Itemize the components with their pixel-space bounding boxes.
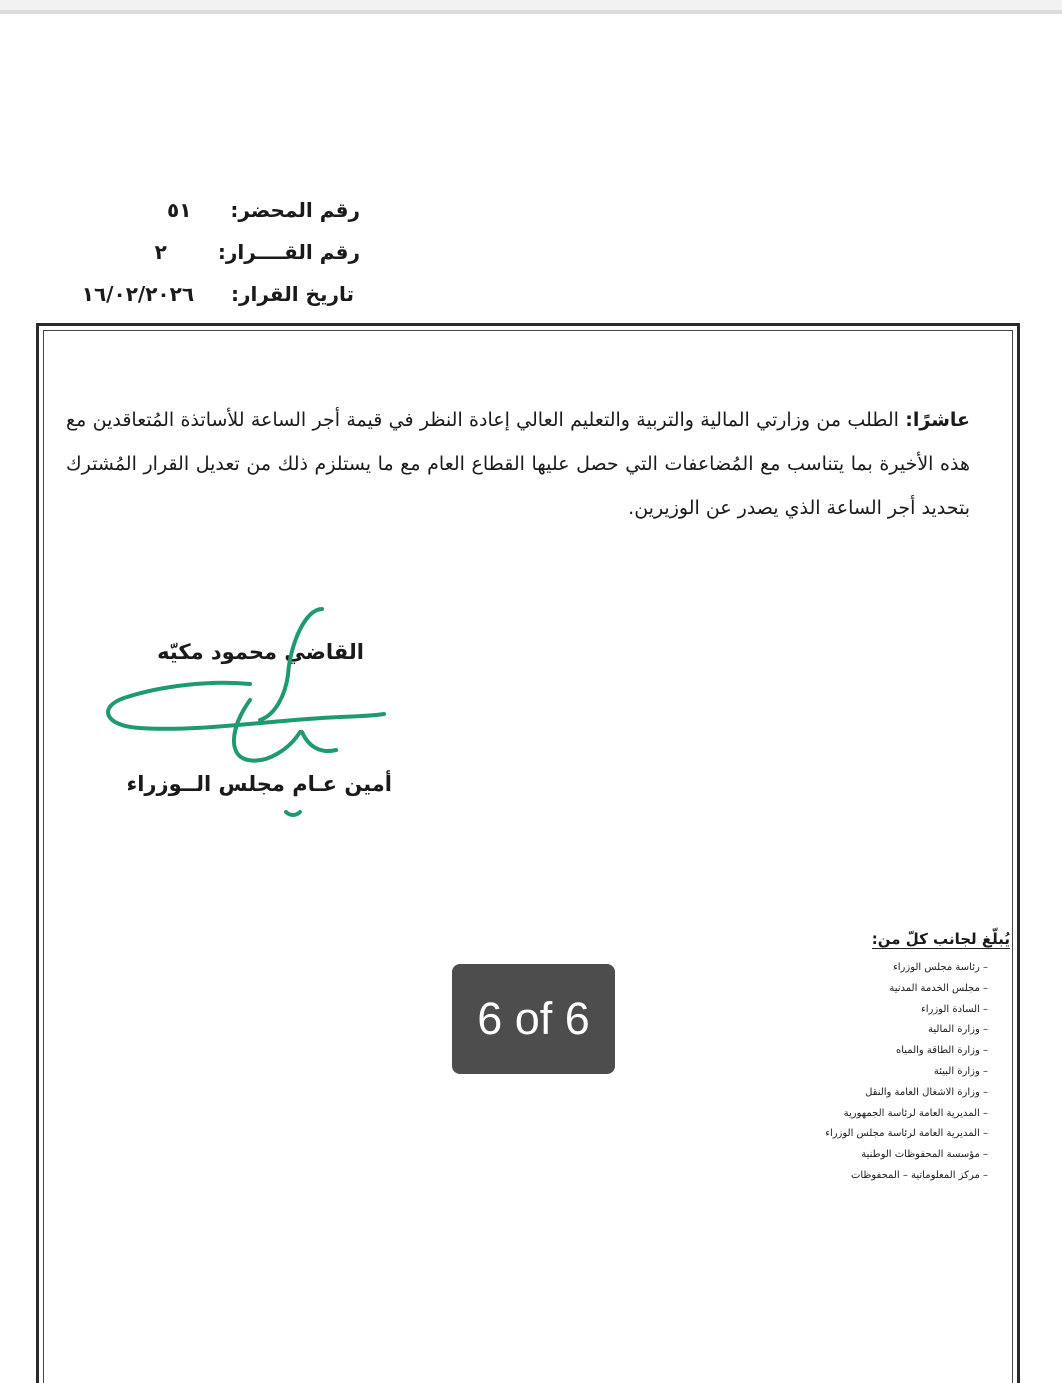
list-item: – وزارة المالية xyxy=(928,1024,988,1036)
decision-paragraph xyxy=(66,398,970,530)
list-item: – مركز المعلوماتية – المحفوظات xyxy=(850,1169,988,1181)
decision-date-value: ١٦/٠٢/٢٠٢٦ xyxy=(81,282,195,306)
list-item: – مجلس الخدمة المدنية xyxy=(889,982,988,994)
minutes-number-value: ٥١ xyxy=(167,198,192,222)
list-item: – المديرية العامة لرئاسة الجمهورية xyxy=(843,1107,988,1119)
decision-ordinal: عاشرًا: xyxy=(905,409,971,431)
handwritten-signature xyxy=(100,600,400,825)
signer-title: أمين عـام مجلس الــوزراء xyxy=(126,772,392,796)
minutes-number-row xyxy=(167,198,360,222)
list-item: – وزارة الاشغال العامة والنقل xyxy=(865,1086,988,1098)
decision-number-row xyxy=(155,240,360,264)
distribution-heading: يُبلّغ لجانب كلّ من: xyxy=(871,930,1010,948)
list-item: – وزارة البيئة xyxy=(933,1065,988,1077)
list-item: – مؤسسة المحفوظات الوطنية xyxy=(861,1149,988,1161)
decision-text: الطلب من وزارتي المالية والتربية والتعليم العالي إعادة النظر في قيمة أجر الساعة للأساتذة المُتعاقدين مع هذه الأخيرة بما يتناسب مع المُضاعفات التي حصل عليها القطاع العام مع ما يستلزم ذلك من تعديل القرار المُشترك بتحديد أجر الساعة الذي يصدر عن الوزيرين. xyxy=(66,409,970,519)
decision-date-row xyxy=(82,282,354,306)
list-item: – المديرية العامة لرئاسة مجلس الوزراء xyxy=(825,1128,988,1140)
list-item: – السادة الوزراء xyxy=(921,1003,988,1015)
list-item: – وزارة الطاقة والمياه xyxy=(896,1045,988,1057)
viewer-top-bar xyxy=(0,0,1062,16)
list-item: – رئاسة مجلس الوزراء xyxy=(893,962,988,973)
signer-name: القاضي محمود مكيّه xyxy=(157,640,364,664)
decision-date-label: تاريخ القرار: xyxy=(231,282,354,306)
distribution-list xyxy=(780,958,988,1187)
decision-number-label: رقم القــــرار: xyxy=(217,240,360,264)
decision-number-value: ٢ xyxy=(154,240,167,264)
minutes-number-label: رقم المحضر: xyxy=(230,198,360,222)
page-indicator: 6 of 6 xyxy=(452,964,615,1074)
